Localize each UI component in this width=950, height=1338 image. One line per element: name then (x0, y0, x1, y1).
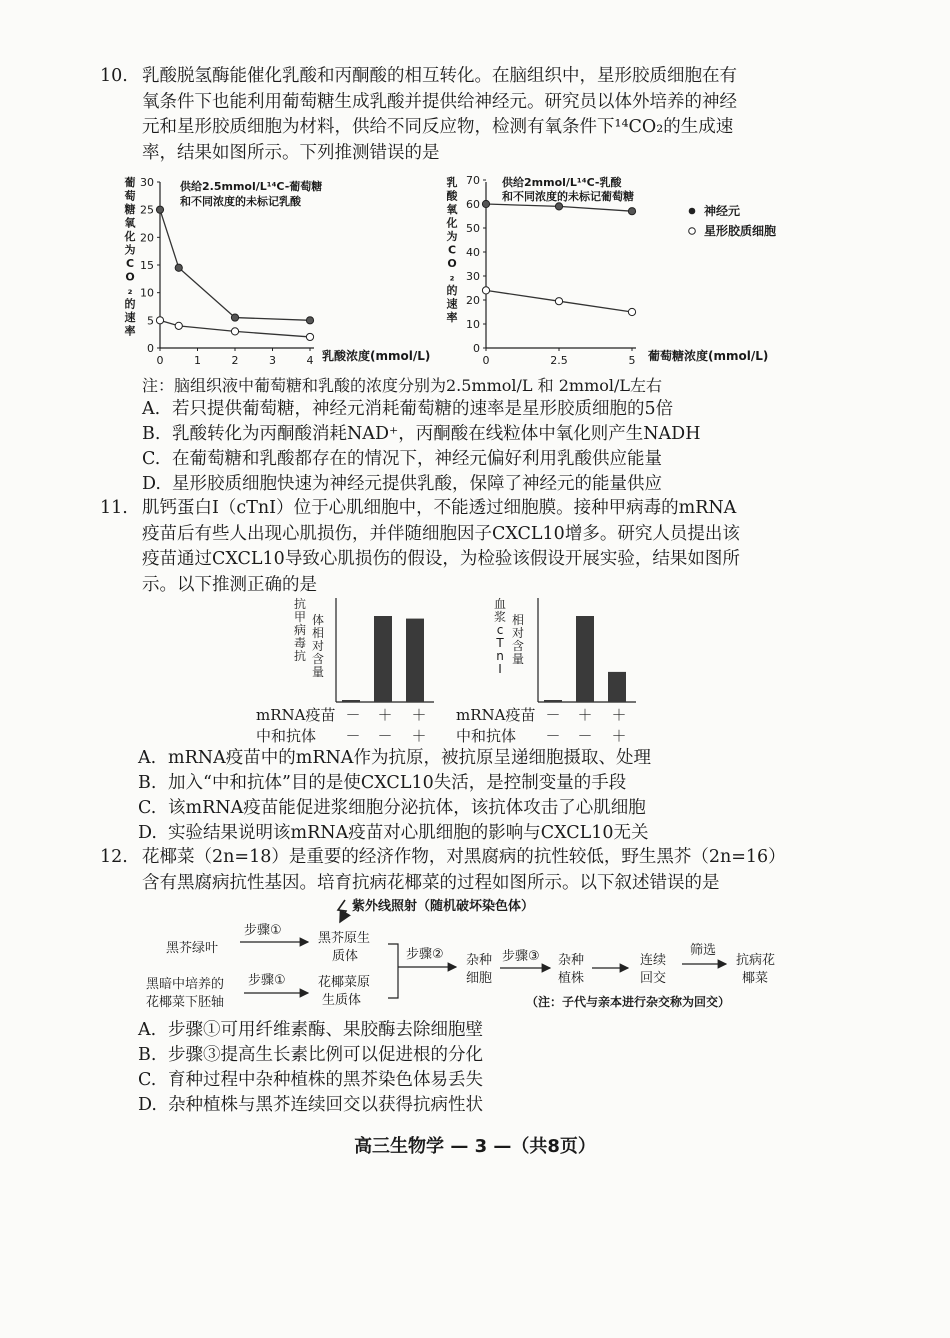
step1-label-bottom: 步骤① (248, 973, 286, 988)
question-10 (100, 64, 820, 166)
ylabel-char: 乳 (446, 176, 458, 189)
x-tick-label: 3 (269, 354, 276, 367)
option-b: B. 乳酸转化为丙酮酸消耗NAD⁺，丙酮酸在线粒体中氧化则产生NADH (142, 424, 701, 444)
ylabel-char: O (447, 257, 457, 270)
figure-note: 注：脑组织液中葡萄糖和乳酸的浓度分别为2.5mmol/L 和 2mmol/L左右 (142, 376, 663, 395)
data-point-open (628, 308, 635, 315)
chart-lactate-oxidation (440, 172, 790, 368)
series-line (160, 210, 310, 321)
ylabel-char: 率 (124, 324, 136, 338)
data-point-filled (482, 200, 489, 207)
ylabel-char: c (496, 623, 504, 637)
question-12 (100, 845, 830, 896)
ylabel-char: 抗 (293, 597, 307, 611)
question-number: 12. (100, 847, 128, 867)
data-point-filled (555, 203, 562, 210)
x-tick-label: 0 (482, 354, 490, 367)
chart1-title-line1: 供给2.5mmol/L¹⁴C-葡萄糖 (180, 180, 323, 193)
step2-label: 步骤② (406, 947, 444, 962)
option-d: D. 实验结果说明该mRNA疫苗对心肌细胞的影响与CXCL10无关 (138, 823, 649, 843)
y-tick-label: 20 (140, 231, 154, 245)
stem-line: 乳酸脱氢酶能催化乳酸和丙酮酸的相互转化。在脑组织中，星形胶质细胞在有 (142, 66, 737, 86)
backcross-note: （注：子代与亲本进行杂交称为回交） (526, 995, 731, 1009)
ylabel-char: 化 (446, 216, 458, 230)
option-a: A. 若只提供葡萄糖，神经元消耗葡萄糖的速率是星形胶质细胞的5倍 (142, 399, 674, 419)
legend-label: 星形胶质细胞 (704, 224, 777, 238)
y-tick-label: 0 (147, 342, 154, 355)
chart2-title-line1: 供给2mmol/L¹⁴C-乳酸 (502, 176, 622, 189)
ylabel-char: 浆 (493, 610, 507, 624)
chart1-title-line2: 和不同浓度的未标记乳酸 (180, 195, 301, 208)
ylabel-char: 萄 (124, 189, 136, 203)
data-point-open (306, 333, 313, 340)
step3-label: 步骤③ (502, 949, 540, 964)
option-b: B. 加入“中和抗体”目的是使CXCL10失活，是控制变量的手段 (138, 773, 627, 793)
y-tick-label: 30 (140, 176, 154, 189)
ylabel-char: ₂ (127, 284, 133, 297)
stem-line: 花椰菜（2n=18）是重要的经济作物，对黑腐病的抗性较低，野生黑芥（2n=16） (142, 847, 786, 867)
bar (406, 619, 424, 702)
y-tick-label: 25 (140, 203, 154, 217)
chart1-xlabel: 乳酸浓度(mmol/L) (322, 349, 430, 363)
data-point-open (175, 322, 182, 329)
ylabel-char: 氧 (124, 216, 136, 230)
ylabel-char: 病 (293, 623, 307, 637)
option-d: D. 杂种植株与黑芥连续回交以获得抗病性状 (138, 1095, 483, 1115)
bar2-ylabel (494, 597, 524, 676)
bar (608, 672, 626, 702)
sign-table-1: mRNA疫苗 － ＋ ＋ 中和抗体 － － ＋ (256, 706, 427, 745)
protoplast-cauliflower-b: 生质体 (322, 993, 362, 1008)
y-tick-label: 60 (466, 198, 480, 211)
ylabel-char: 酸 (446, 189, 458, 203)
question-number: 10. (100, 66, 128, 86)
y-tick-label: 15 (140, 259, 154, 272)
x-tick-label: 1 (194, 354, 201, 367)
y-tick-label: 20 (466, 294, 480, 307)
ylabel-char: 相 (511, 613, 525, 627)
ylabel-char: 化 (124, 230, 136, 243)
option-b: B. 步骤③提高生长素比例可以促进根的分化 (138, 1045, 483, 1065)
ylabel-char: 氧 (446, 203, 458, 216)
bar-chart-ctni (484, 594, 644, 706)
x-tick-label: 5 (628, 354, 636, 367)
source-cauliflower-b: 花椰菜下胚轴 (146, 995, 225, 1010)
y-tick-label: 10 (466, 318, 480, 331)
question-number: 11. (100, 498, 128, 518)
y-tick-label: 40 (466, 246, 480, 259)
ylabel-char: 率 (446, 311, 458, 324)
x-tick-label: 4 (306, 354, 314, 367)
lightning-icon (338, 900, 346, 922)
ylabel-char: O (125, 270, 135, 284)
ylabel-char: 量 (511, 652, 525, 666)
uv-label: 紫外线照射（随机破坏染色体） (352, 899, 535, 914)
stem-line: 含有黑腐病抗性基因。培育抗病花椰菜的过程如图所示。以下叙述错误的是 (142, 872, 720, 893)
bar (544, 700, 562, 702)
ylabel-char: 速 (446, 297, 458, 311)
y-tick-label: 70 (466, 174, 480, 187)
y-tick-label: 50 (466, 222, 480, 235)
ylabel-char: 对 (511, 626, 525, 640)
result-b: 椰菜 (742, 971, 769, 986)
data-point-filled (628, 208, 635, 215)
protoplast-black-mustard-b: 质体 (332, 949, 359, 964)
y-tick-label: 5 (147, 314, 154, 328)
stem-line: 疫苗后有些人出现心肌损伤，并伴随细胞因子CXCL10增多。研究人员提出该 (142, 523, 740, 544)
bar1-ylabel (294, 596, 324, 679)
breeding-flow-diagram (140, 894, 820, 1020)
chart1-ylabel (124, 175, 137, 338)
bar-chart-antibody (284, 594, 444, 706)
y-tick-label: 30 (466, 270, 480, 283)
ylabel-char: 抗 (293, 649, 307, 663)
chart2-title-line2: 和不同浓度的未标记葡萄糖 (502, 190, 634, 203)
option-d: D. 星形胶质细胞快速为神经元提供乳酸，保障了神经元的能量供应 (142, 474, 662, 494)
y-tick-label: 0 (473, 342, 480, 355)
ylabel-char: 含 (511, 639, 525, 653)
bar (342, 700, 360, 702)
x-tick-label: 2 (231, 354, 239, 367)
ylabel-char: 量 (311, 665, 325, 679)
stem-line: 氧条件下也能利用葡萄糖生成乳酸并提供给神经元。研究员以体外培养的神经 (142, 91, 737, 112)
ylabel-char: 血 (493, 597, 507, 611)
source-cauliflower-a: 黑暗中培养的 (146, 977, 225, 992)
ylabel-char: 葡 (124, 176, 136, 189)
ylabel-char: 甲 (293, 610, 307, 624)
y-tick-label: 10 (140, 286, 154, 300)
option-a: A. 步骤①可用纤维素酶、果胶酶去除细胞壁 (138, 1020, 483, 1040)
data-point-open (482, 287, 489, 294)
bar (576, 616, 594, 702)
data-point-open (156, 317, 163, 324)
select-label: 筛选 (690, 943, 717, 958)
option-c: C. 在葡萄糖和乳酸都存在的情况下，神经元偏好利用乳酸供应能量 (142, 449, 662, 469)
ylabel-char: 为 (446, 230, 458, 243)
legend-marker-open (689, 228, 696, 235)
result-a: 抗病花 (736, 953, 776, 968)
option-c: C. 育种过程中杂种植株的黑芥染色体易丢失 (138, 1070, 483, 1090)
data-point-filled (175, 264, 182, 271)
ylabel-char: 相 (311, 626, 325, 640)
backcross-a: 连续 (640, 953, 667, 968)
chart2-xlabel: 葡萄糖浓度(mmol/L) (648, 349, 769, 363)
stem-line: 率，结果如图所示。下列推测错误的是 (142, 142, 440, 163)
chart2-ylabel (446, 175, 459, 324)
data-point-filled (231, 314, 238, 321)
protoplast-black-mustard-a: 黑芥原生 (318, 931, 371, 946)
ylabel-char: 体 (311, 613, 325, 627)
x-tick-label: 0 (156, 354, 164, 367)
data-point-open (555, 298, 562, 305)
option-a: A. mRNA疫苗中的mRNA作为抗原，被抗原呈递细胞摄取、处理 (138, 748, 651, 768)
data-point-filled (156, 206, 163, 213)
ylabel-char: n (496, 649, 504, 663)
stem-line: 示。以下推测正确的是 (142, 574, 317, 595)
chart-glucose-oxidation (118, 172, 430, 368)
hybrid-plant-a: 杂种 (558, 953, 585, 968)
stem-line: 疫苗通过CXCL10导致心肌损伤的假设，为检验该假设开展实验，结果如图所 (142, 549, 740, 569)
hybrid-plant-b: 植株 (558, 971, 585, 986)
ylabel-char: 糖 (124, 203, 136, 216)
data-point-open (231, 328, 238, 335)
x-tick-label: 2.5 (550, 354, 568, 367)
protoplast-cauliflower-a: 花椰菜原 (318, 975, 371, 990)
stem-line: 元和星形胶质细胞为材料，供给不同反应物，检测有氧条件下¹⁴CO₂的生成速 (142, 117, 734, 137)
legend-label: 神经元 (704, 204, 741, 218)
chart2-legend (689, 203, 776, 238)
ylabel-char: C (125, 257, 135, 270)
page-footer: 高三生物学 — 3 —（共8页） (354, 1136, 596, 1157)
ylabel-char: 的 (124, 297, 136, 311)
ylabel-char: 为 (124, 243, 136, 257)
backcross-b: 回交 (640, 971, 667, 986)
ylabel-char: 的 (446, 284, 458, 297)
data-point-filled (306, 317, 313, 324)
hybrid-cell-b: 细胞 (466, 971, 493, 986)
source-black-mustard: 黑芥绿叶 (166, 941, 219, 956)
ylabel-char: 对 (311, 639, 325, 653)
bar (374, 616, 392, 702)
sign-table-2: mRNA疫苗 － ＋ ＋ 中和抗体 － － ＋ (456, 706, 627, 745)
ylabel-char: I (498, 662, 502, 676)
ylabel-char: ₂ (449, 270, 455, 284)
option-c: C. 该mRNA疫苗能促进浆细胞分泌抗体，该抗体攻击了心肌细胞 (138, 798, 646, 818)
ylabel-char: 含 (311, 652, 325, 666)
legend-marker-filled (689, 208, 696, 215)
ylabel-char: 毒 (293, 636, 307, 650)
ylabel-char: 速 (124, 311, 136, 324)
stem-line: 肌钙蛋白I（cTnI）位于心肌细胞中，不能透过细胞膜。接种甲病毒的mRNA (142, 498, 737, 518)
step1-label-top: 步骤① (244, 923, 282, 938)
question-11 (100, 496, 820, 598)
ylabel-char: C (447, 243, 457, 257)
ylabel-char: T (496, 636, 504, 650)
hybrid-cell-a: 杂种 (466, 953, 493, 968)
